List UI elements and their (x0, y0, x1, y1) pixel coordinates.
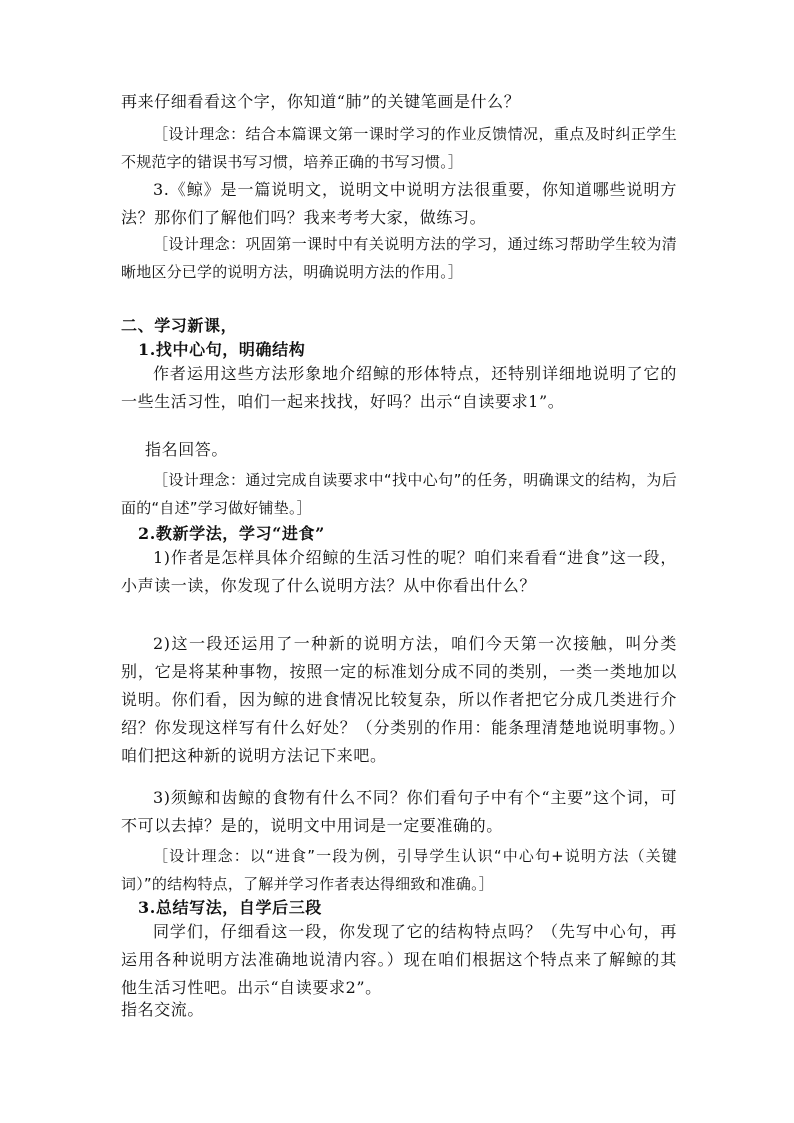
design-note-4: ［设计理念：以“进食”一段为例，引导学生认识“中心句+说明方法（关键词）”的结构特点，了解并学习作者表达得细致和准确。］ (121, 847, 677, 893)
paragraph-feeding-3: 3)须鲸和齿鲸的食物有什么不同？你们看句子中有个“主要”这个词，可不可以去掉？是的，说明文中用词是一定要准确的。 (121, 788, 677, 835)
paragraph-explanatory-methods: 3.《鲸》是一篇说明文，说明文中说明方法很重要，你知道哪些说明方法？那你们了解他们吗？我来考考大家，做练习。 (121, 180, 677, 227)
paragraph-feeding-2: 2)这一段还运用了一种新的说明方法，咱们今天第一次接触，叫分类别，它是将某种事物，按照一定的标准划分成不同的类别，一类一类地加以说明。你们看，因为鲸的进食情况比较复杂，所以作者把它分成几类进行介绍？你发现这样写有什么好处？（分类别的作用：能条理清楚地说明事物。）咱们把这种新的说明方法记下来吧。 (121, 634, 677, 765)
paragraph-exchange: 指名交流。 (121, 1000, 205, 1019)
subheading-summary: 3.总结写法，自学后三段 (138, 898, 322, 917)
paragraph-question-stroke: 再来仔细看看这个字，你知道“肺”的关键笔画是什么？ (121, 92, 521, 111)
paragraph-feeding-1: 1)作者是怎样具体介绍鲸的生活习性的呢？咱们来看看“进食”这一段，小声读一读，你发现了什么说明方法？从中你看出什么？ (121, 548, 677, 595)
design-note-1: ［设计理念：结合本篇课文第一课时学习的作业反馈情况，重点及时纠正学生不规范字的错误书写习惯，培养正确的书写习惯。］ (121, 125, 677, 171)
paragraph-whale-habits: 作者运用这些方法形象地介绍鲸的形体特点，还特别详细地说明了它的一些生活习性，咱们一起来找找，好吗？出示“自读要求1”。 (121, 364, 677, 411)
paragraph-call-answer: 指名回答。 (145, 440, 229, 459)
paragraph-self-study: 同学们，仔细看这一段，你发现了它的结构特点吗？（先写中心句，再运用各种说明方法准确地说清内容。）现在咱们根据这个特点来了解鲸的其他生活习性吧。出示“自读要求2”。 (121, 922, 677, 997)
design-note-3: ［设计理念：通过完成自读要求中“找中心句”的任务，明确课文的结构，为后面的“自述”学习做好铺垫。］ (121, 471, 677, 517)
section-heading-new-lesson: 二、学习新课， (121, 316, 238, 335)
subheading-central-sentence: 1.找中心句，明确结构 (138, 340, 306, 359)
subheading-feeding: 2.教新学法，学习“进食” (138, 524, 325, 543)
design-note-2: ［设计理念：巩固第一课时中有关说明方法的学习，通过练习帮助学生较为清晰地区分已学的说明方法，明确说明方法的作用。］ (121, 235, 677, 281)
